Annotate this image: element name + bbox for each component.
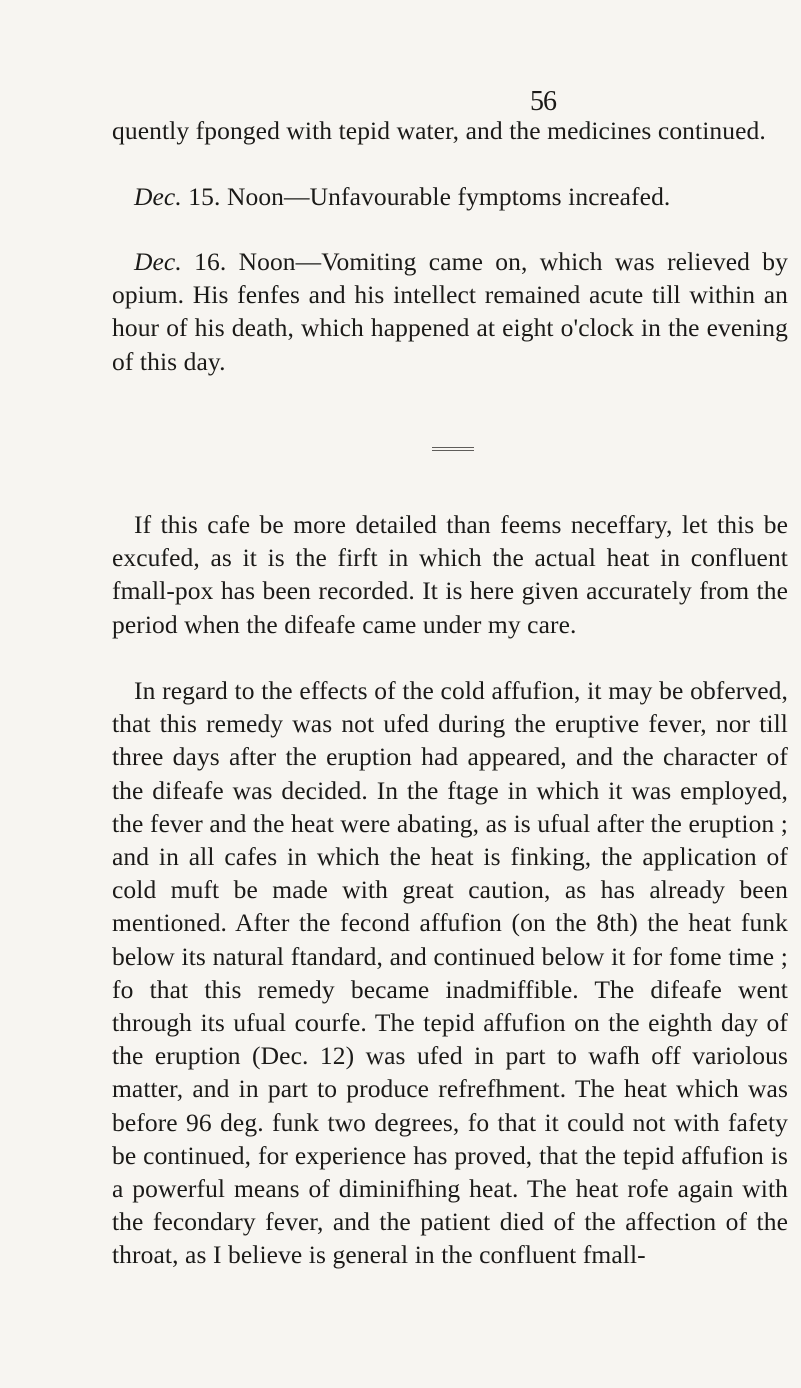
date-label: Dec.	[134, 182, 182, 211]
paragraph-cold-affusion	[112, 674, 788, 1272]
paragraph-case-note	[112, 508, 788, 641]
paragraph-text	[112, 245, 788, 378]
paragraph-text	[112, 180, 788, 213]
paragraph-text: quently fponged with tepid water, and the medicines continued.	[112, 116, 766, 145]
paragraph-text: In regard to the effects of the cold affufion, it may be obferved, that this remedy was not ufed during the eruptive fever, nor till three days after the eruption had appeared, and the character of the difeafe was decided. In the ftage in which it was employed, the fever and the heat were abating, as is ufual after the eruption ; and in all cafes in which the heat is finking, the application of cold muft be made with great caution, as has already been mentioned. After the fecond affufion (on the 8th) the heat funk below its natural ftandard, and continued below it for fome time ; fo that this remedy became inadmiffible. The difeafe went through its ufual courfe. The tepid affufion on the eighth day of the eruption (Dec. 12) was ufed in part to wafh off variolous matter, and in part to produce refrefhment. The heat which was before 96 deg. funk two degrees, fo that it could not with fafety be continued, for experience has proved, that the tepid affufion is a powerful means of diminifhing heat. The heat rofe again with the fecondary fever, and the patient died of the affection of the throat, as I believe is general in the confluent fmall-	[112, 676, 788, 1270]
entry-text: 16. Noon—Vomiting came on, which was relieved by opium. His fenfes and his intellect remained acute till within an hour of his death, which happened at eight o'clock in the evening of this day.	[112, 247, 788, 376]
paragraph-dec-16	[112, 245, 788, 378]
entry-text: 15. Noon—Unfavourable fymptoms increafed.	[181, 182, 671, 211]
section-divider	[432, 447, 474, 451]
page-number: 56	[530, 86, 556, 117]
paragraph-dec-15	[112, 180, 788, 213]
paragraph-text: If this cafe be more detailed than feems neceffary, let this be excufed, as it is the firft in which the actual heat in confluent fmall-pox has been recorded. It is here given accurately from the period when the difeafe came under my care.	[112, 510, 788, 639]
date-label: Dec.	[134, 247, 182, 276]
paragraph-continuation	[112, 114, 788, 147]
